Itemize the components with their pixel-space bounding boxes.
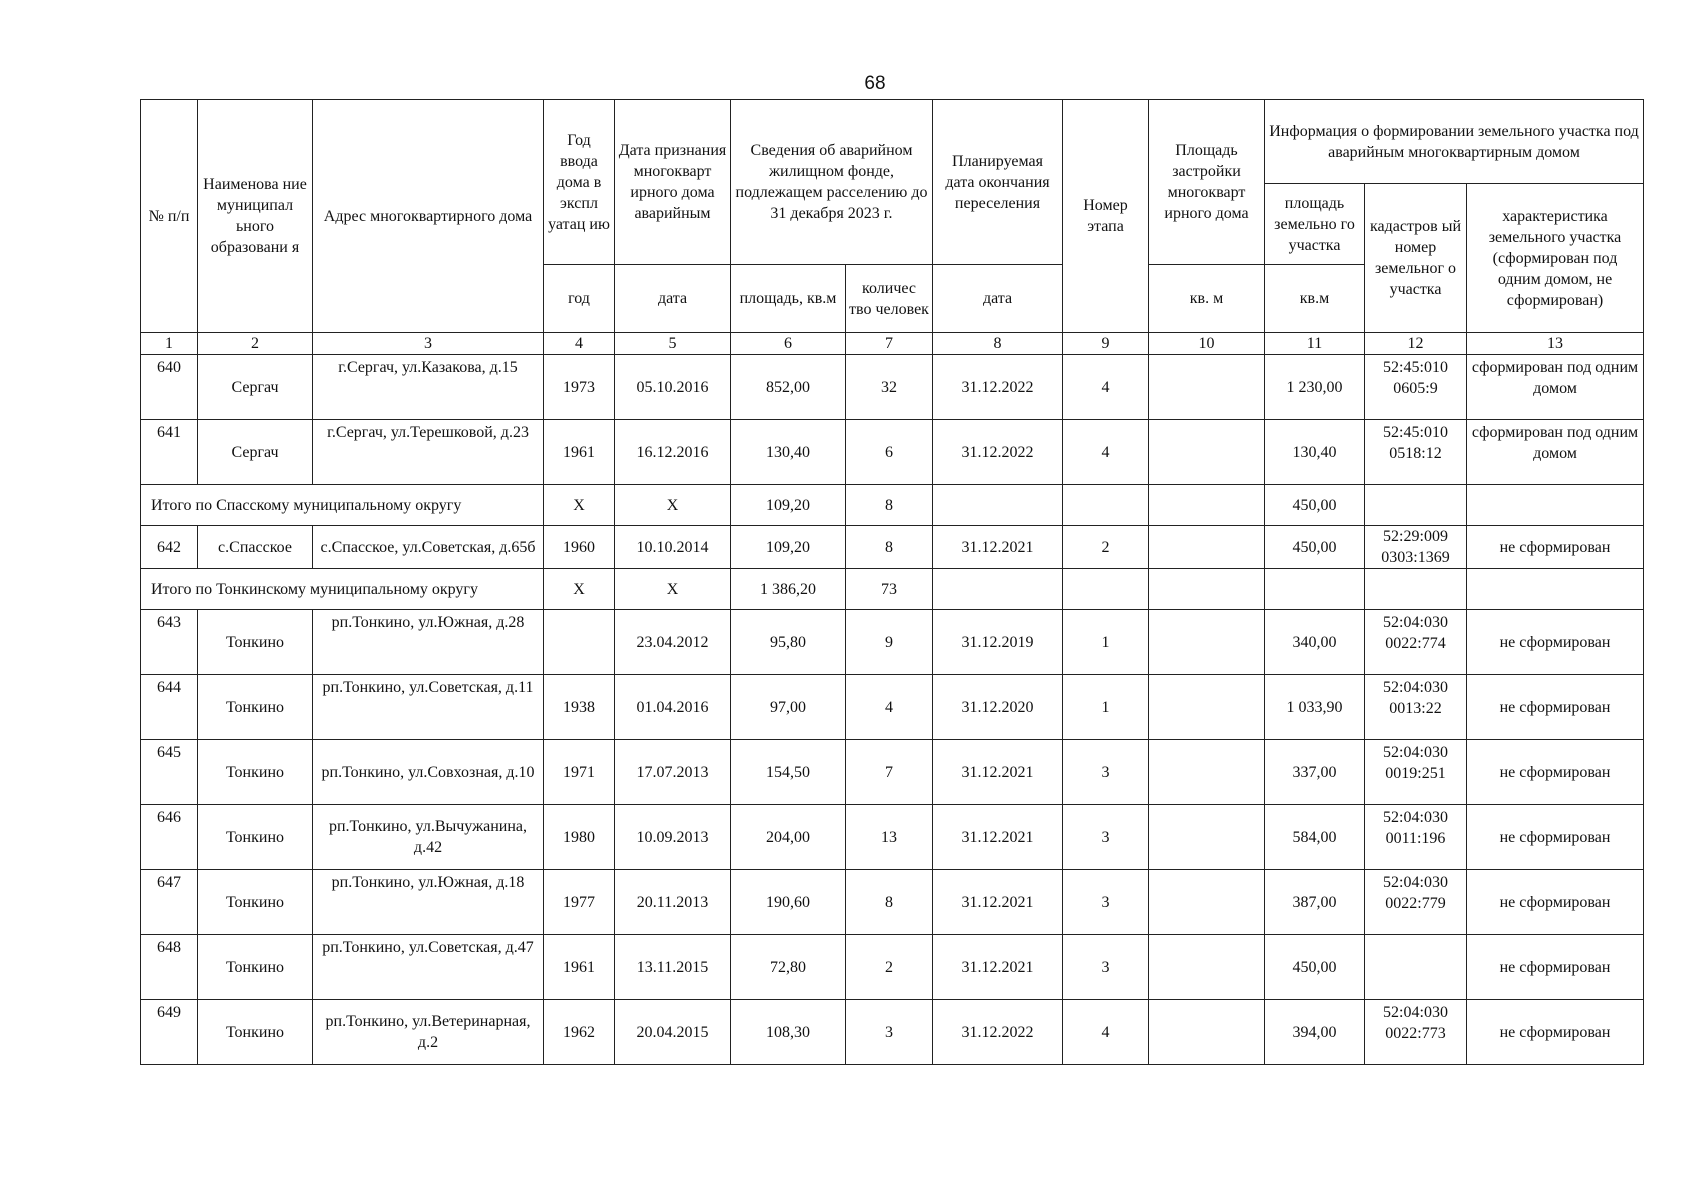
row-plan-date: 31.12.2021 xyxy=(933,805,1063,870)
row-municipality: Сергач xyxy=(198,420,313,485)
column-number: 10 xyxy=(1149,333,1265,355)
header-land-info: Информация о формировании земельного участка под аварийным многоквартирным домом xyxy=(1265,100,1644,184)
row-municipality: Тонкино xyxy=(198,675,313,740)
row-area: 852,00 xyxy=(731,355,846,420)
row-cadastre: 52:45:010 0605:9 xyxy=(1365,355,1467,420)
column-number-row xyxy=(141,333,1644,355)
row-land-status: сформирован под одним домом xyxy=(1467,355,1644,420)
table-row xyxy=(141,526,1644,569)
row-land-status: не сформирован xyxy=(1467,610,1644,675)
row-number: 649 xyxy=(141,1000,198,1065)
row-number: 643 xyxy=(141,610,198,675)
subtotal-label: Итого по Тонкинскому муниципальному округу xyxy=(141,569,544,610)
row-year: 1961 xyxy=(544,420,615,485)
row-cadastre: 52:04:030 0022:773 xyxy=(1365,1000,1467,1065)
subtotal-row-spassky xyxy=(141,485,1644,526)
header-building-area: Площадь застройки многокварт ирного дома xyxy=(1149,100,1265,265)
row-land-area: 584,00 xyxy=(1265,805,1365,870)
subheader-people: количес тво человек xyxy=(846,265,933,333)
header-municipality: Наименова ние муниципал ьного образовани я xyxy=(198,100,313,333)
row-address: г.Сергач, ул.Казакова, д.15 xyxy=(313,355,544,420)
table-row xyxy=(141,1000,1644,1065)
row-year xyxy=(544,610,615,675)
row-address: г.Сергач, ул.Терешковой, д.23 xyxy=(313,420,544,485)
row-building-area xyxy=(1149,675,1265,740)
row-people: 8 xyxy=(846,870,933,935)
column-number: 8 xyxy=(933,333,1063,355)
row-land-area: 450,00 xyxy=(1265,935,1365,1000)
table-row xyxy=(141,355,1644,420)
header-recognition-date: Дата признания многокварт ирного дома аварийным xyxy=(615,100,731,265)
header-cadastre: кадастров ый номер земельног о участка xyxy=(1365,184,1467,333)
row-building-area xyxy=(1149,805,1265,870)
subtotal-land-area: 450,00 xyxy=(1265,485,1365,526)
header-year-built: Год ввода дома в экспл уатац ию xyxy=(544,100,615,265)
row-land-status: не сформирован xyxy=(1467,805,1644,870)
subtotal-date: Х xyxy=(615,485,731,526)
row-land-status: не сформирован xyxy=(1467,1000,1644,1065)
row-stage: 4 xyxy=(1063,420,1149,485)
row-cadastre: 52:04:030 0022:779 xyxy=(1365,870,1467,935)
row-land-area: 340,00 xyxy=(1265,610,1365,675)
subtotal-empty xyxy=(1149,569,1265,610)
table-row xyxy=(141,870,1644,935)
row-people: 9 xyxy=(846,610,933,675)
subtotal-year: Х xyxy=(544,485,615,526)
row-number: 640 xyxy=(141,355,198,420)
row-municipality: с.Спасское xyxy=(198,526,313,569)
row-address: рп.Тонкино, ул.Ветеринарная, д.2 xyxy=(313,1000,544,1065)
subheader-date: дата xyxy=(615,265,731,333)
column-number: 11 xyxy=(1265,333,1365,355)
row-area: 108,30 xyxy=(731,1000,846,1065)
row-plan-date: 31.12.2021 xyxy=(933,870,1063,935)
row-land-status: не сформирован xyxy=(1467,870,1644,935)
column-number: 9 xyxy=(1063,333,1149,355)
row-cadastre: 52:04:030 0022:774 xyxy=(1365,610,1467,675)
column-number: 13 xyxy=(1467,333,1644,355)
row-address: рп.Тонкино, ул.Совхозная, д.10 xyxy=(313,740,544,805)
table-row xyxy=(141,675,1644,740)
row-cadastre: 52:45:010 0518:12 xyxy=(1365,420,1467,485)
row-area: 97,00 xyxy=(731,675,846,740)
subtotal-empty xyxy=(1365,485,1467,526)
row-people: 2 xyxy=(846,935,933,1000)
row-stage: 4 xyxy=(1063,1000,1149,1065)
subtotal-empty xyxy=(1467,569,1644,610)
emergency-housing-table xyxy=(140,99,1644,1065)
subtotal-empty xyxy=(1063,485,1149,526)
table-header xyxy=(141,100,1644,355)
row-date: 13.11.2015 xyxy=(615,935,731,1000)
row-plan-date: 31.12.2019 xyxy=(933,610,1063,675)
header-planned-date: Планируемая дата окончания переселения xyxy=(933,100,1063,265)
row-land-area: 394,00 xyxy=(1265,1000,1365,1065)
row-people: 7 xyxy=(846,740,933,805)
row-municipality: Тонкино xyxy=(198,610,313,675)
row-land-area: 130,40 xyxy=(1265,420,1365,485)
subheader-area: площадь, кв.м xyxy=(731,265,846,333)
column-number: 3 xyxy=(313,333,544,355)
row-address: рп.Тонкино, ул.Советская, д.47 xyxy=(313,935,544,1000)
subtotal-empty xyxy=(933,569,1063,610)
table-row xyxy=(141,805,1644,870)
subtotal-area: 1 386,20 xyxy=(731,569,846,610)
row-date: 16.12.2016 xyxy=(615,420,731,485)
row-address: рп.Тонкино, ул.Южная, д.18 xyxy=(313,870,544,935)
subheader-plan-date: дата xyxy=(933,265,1063,333)
row-address: рп.Тонкино, ул.Советская, д.11 xyxy=(313,675,544,740)
row-year: 1977 xyxy=(544,870,615,935)
page-number: 68 xyxy=(864,73,886,94)
row-municipality: Тонкино xyxy=(198,740,313,805)
row-number: 644 xyxy=(141,675,198,740)
row-people: 3 xyxy=(846,1000,933,1065)
row-land-status: сформирован под одним домом xyxy=(1467,420,1644,485)
row-stage: 3 xyxy=(1063,805,1149,870)
row-land-status: не сформирован xyxy=(1467,675,1644,740)
subtotal-empty xyxy=(1149,485,1265,526)
row-number: 642 xyxy=(141,526,198,569)
table-row xyxy=(141,610,1644,675)
row-municipality: Тонкино xyxy=(198,1000,313,1065)
row-plan-date: 31.12.2022 xyxy=(933,420,1063,485)
row-date: 23.04.2012 xyxy=(615,610,731,675)
row-area: 190,60 xyxy=(731,870,846,935)
row-cadastre xyxy=(1365,935,1467,1000)
subtotal-date: Х xyxy=(615,569,731,610)
subtotal-empty xyxy=(1365,569,1467,610)
row-land-status: не сформирован xyxy=(1467,740,1644,805)
row-year: 1973 xyxy=(544,355,615,420)
column-number: 7 xyxy=(846,333,933,355)
subtotal-row-tonkino xyxy=(141,569,1644,610)
subtotal-empty xyxy=(1467,485,1644,526)
row-date: 20.11.2013 xyxy=(615,870,731,935)
row-municipality: Тонкино xyxy=(198,805,313,870)
row-area: 95,80 xyxy=(731,610,846,675)
row-plan-date: 31.12.2020 xyxy=(933,675,1063,740)
row-land-status: не сформирован xyxy=(1467,935,1644,1000)
header-address: Адрес многоквартирного дома xyxy=(313,100,544,333)
subtotal-empty xyxy=(933,485,1063,526)
table-row xyxy=(141,935,1644,1000)
row-area: 204,00 xyxy=(731,805,846,870)
row-municipality: Тонкино xyxy=(198,935,313,1000)
header-number: № п/п xyxy=(141,100,198,333)
row-area: 154,50 xyxy=(731,740,846,805)
row-date: 01.04.2016 xyxy=(615,675,731,740)
row-date: 05.10.2016 xyxy=(615,355,731,420)
row-people: 8 xyxy=(846,526,933,569)
table-row xyxy=(141,740,1644,805)
row-building-area xyxy=(1149,1000,1265,1065)
row-plan-date: 31.12.2021 xyxy=(933,526,1063,569)
header-land-area: площадь земельно го участка xyxy=(1265,184,1365,265)
column-number: 5 xyxy=(615,333,731,355)
row-area: 109,20 xyxy=(731,526,846,569)
row-cadastre: 52:29:009 0303:1369 xyxy=(1365,526,1467,569)
row-year: 1960 xyxy=(544,526,615,569)
row-year: 1971 xyxy=(544,740,615,805)
row-building-area xyxy=(1149,420,1265,485)
row-land-area: 1 230,00 xyxy=(1265,355,1365,420)
row-address: рп.Тонкино, ул.Вычужанина, д.42 xyxy=(313,805,544,870)
row-municipality: Сергач xyxy=(198,355,313,420)
row-date: 17.07.2013 xyxy=(615,740,731,805)
row-number: 648 xyxy=(141,935,198,1000)
subtotal-year: Х xyxy=(544,569,615,610)
row-number: 647 xyxy=(141,870,198,935)
row-cadastre: 52:04:030 0019:251 xyxy=(1365,740,1467,805)
row-number: 641 xyxy=(141,420,198,485)
row-address: рп.Тонкино, ул.Южная, д.28 xyxy=(313,610,544,675)
subtotal-people: 8 xyxy=(846,485,933,526)
subheader-year: год xyxy=(544,265,615,333)
row-year: 1980 xyxy=(544,805,615,870)
subtotal-label: Итого по Спасскому муниципальному округу xyxy=(141,485,544,526)
row-stage: 2 xyxy=(1063,526,1149,569)
row-number: 646 xyxy=(141,805,198,870)
row-land-area: 1 033,90 xyxy=(1265,675,1365,740)
subtotal-empty xyxy=(1063,569,1149,610)
row-stage: 3 xyxy=(1063,870,1149,935)
row-building-area xyxy=(1149,610,1265,675)
subtotal-empty xyxy=(1265,569,1365,610)
column-number: 2 xyxy=(198,333,313,355)
row-building-area xyxy=(1149,935,1265,1000)
row-number: 645 xyxy=(141,740,198,805)
row-building-area xyxy=(1149,740,1265,805)
row-area: 72,80 xyxy=(731,935,846,1000)
column-number: 1 xyxy=(141,333,198,355)
row-stage: 1 xyxy=(1063,675,1149,740)
row-date: 10.10.2014 xyxy=(615,526,731,569)
table-body xyxy=(141,355,1644,1065)
header-emergency-fund: Сведения об аварийном жилищном фонде, подлежащем расселению до 31 декабря 2023 г. xyxy=(731,100,933,265)
row-year: 1962 xyxy=(544,1000,615,1065)
row-area: 130,40 xyxy=(731,420,846,485)
header-stage: Номер этапа xyxy=(1063,100,1149,333)
row-cadastre: 52:04:030 0011:196 xyxy=(1365,805,1467,870)
row-date: 20.04.2015 xyxy=(615,1000,731,1065)
row-date: 10.09.2013 xyxy=(615,805,731,870)
column-number: 6 xyxy=(731,333,846,355)
row-cadastre: 52:04:030 0013:22 xyxy=(1365,675,1467,740)
subtotal-area: 109,20 xyxy=(731,485,846,526)
row-building-area xyxy=(1149,355,1265,420)
row-municipality: Тонкино xyxy=(198,870,313,935)
row-building-area xyxy=(1149,526,1265,569)
column-number: 12 xyxy=(1365,333,1467,355)
row-stage: 1 xyxy=(1063,610,1149,675)
table-row xyxy=(141,420,1644,485)
row-people: 32 xyxy=(846,355,933,420)
row-building-area xyxy=(1149,870,1265,935)
row-plan-date: 31.12.2021 xyxy=(933,935,1063,1000)
row-people: 4 xyxy=(846,675,933,740)
row-land-status: не сформирован xyxy=(1467,526,1644,569)
column-number: 4 xyxy=(544,333,615,355)
row-plan-date: 31.12.2021 xyxy=(933,740,1063,805)
row-year: 1938 xyxy=(544,675,615,740)
row-stage: 4 xyxy=(1063,355,1149,420)
subtotal-people: 73 xyxy=(846,569,933,610)
row-plan-date: 31.12.2022 xyxy=(933,355,1063,420)
row-stage: 3 xyxy=(1063,740,1149,805)
subheader-building-unit: кв. м xyxy=(1149,265,1265,333)
header-land-status: характеристика земельного участка (сформирован под одним домом, не сформирован) xyxy=(1467,184,1644,333)
row-land-area: 450,00 xyxy=(1265,526,1365,569)
row-land-area: 387,00 xyxy=(1265,870,1365,935)
row-address: с.Спасское, ул.Советская, д.65б xyxy=(313,526,544,569)
subheader-land-unit: кв.м xyxy=(1265,265,1365,333)
row-stage: 3 xyxy=(1063,935,1149,1000)
row-land-area: 337,00 xyxy=(1265,740,1365,805)
row-plan-date: 31.12.2022 xyxy=(933,1000,1063,1065)
row-year: 1961 xyxy=(544,935,615,1000)
row-people: 13 xyxy=(846,805,933,870)
row-people: 6 xyxy=(846,420,933,485)
